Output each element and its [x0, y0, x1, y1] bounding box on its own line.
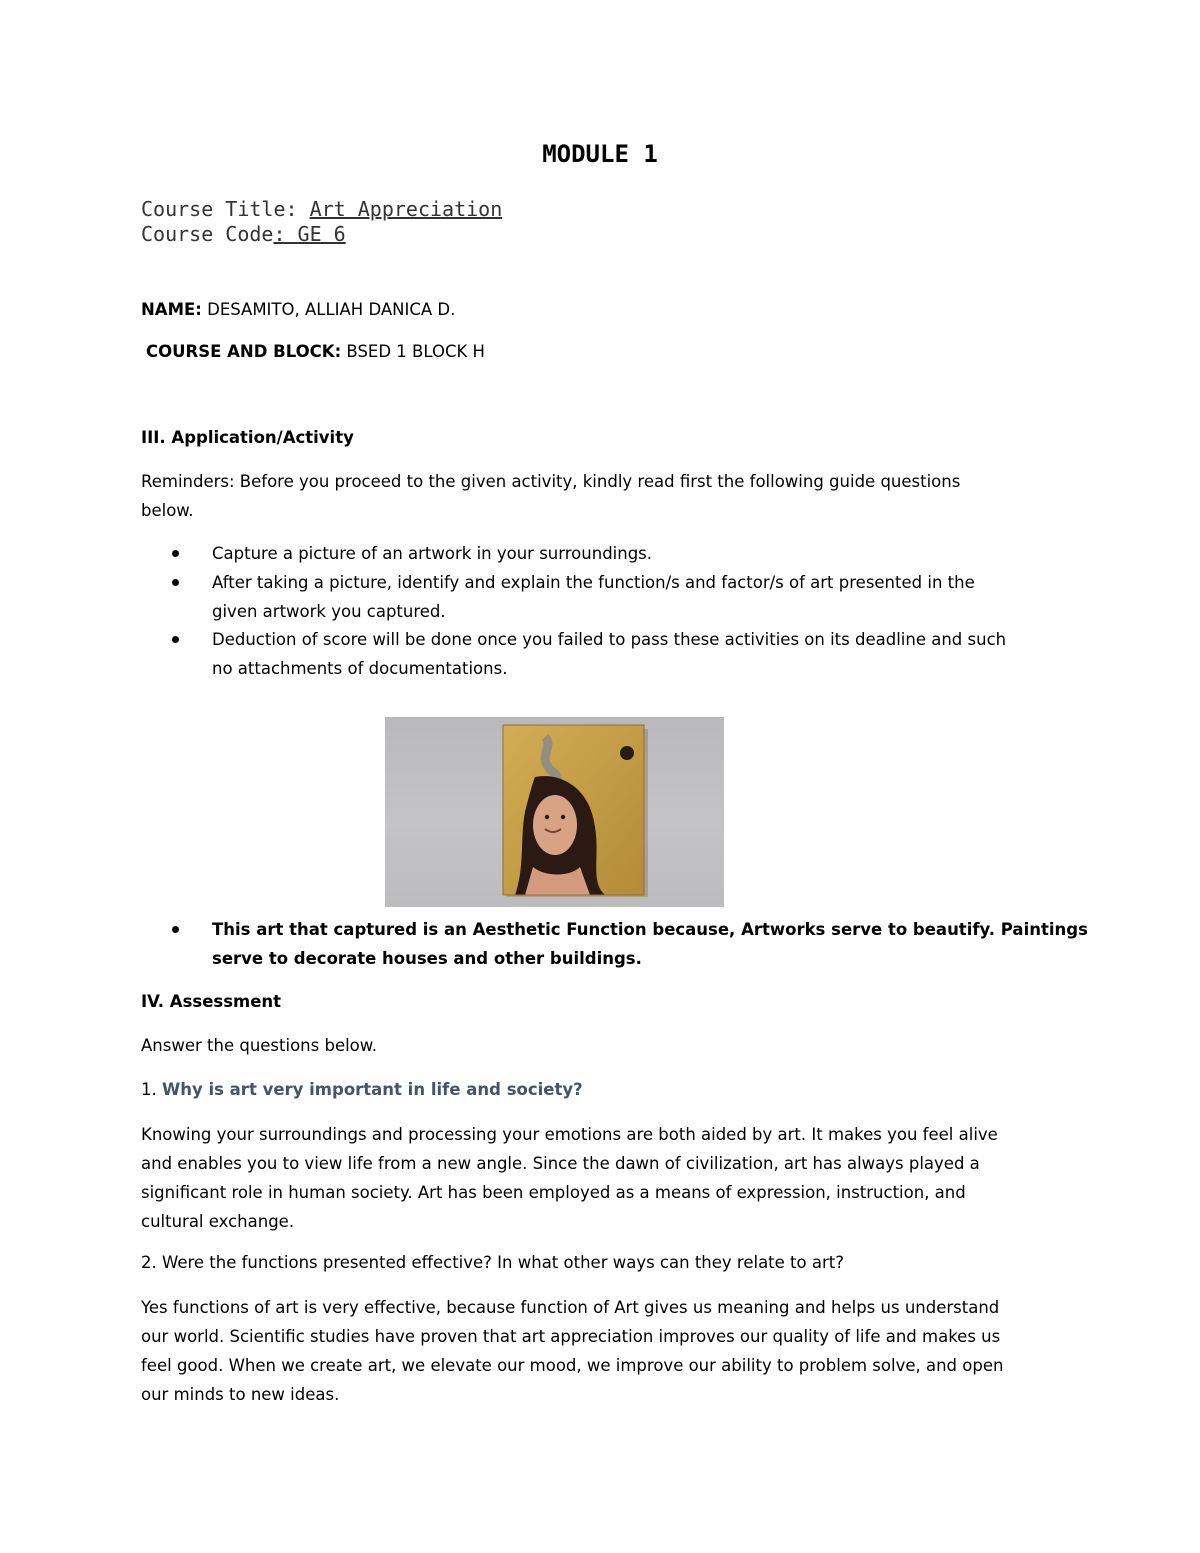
module-title: MODULE 1: [542, 140, 658, 168]
course-block-line: [146, 342, 485, 361]
name-label: NAME:: [141, 300, 202, 319]
bullet-text: Deduction of score will be done once you failed to pass these activities on its deadline and such no attachments of documentations.: [212, 630, 1007, 678]
bullet-text: After taking a picture, identify and explain the function/s and factor/s of art presented in the given artwork you captured.: [212, 573, 975, 621]
reminders-line: below.: [141, 501, 194, 520]
bullet-icon: [172, 579, 179, 586]
question-1-number: 1.: [141, 1080, 162, 1099]
reminders-line: Reminders: Before you proceed to the given activity, kindly read first the following guide questions: [141, 472, 961, 491]
answer-line: cultural exchange.: [141, 1212, 295, 1231]
course-title-label: Course Title:: [141, 197, 310, 221]
bullet-icon: [172, 550, 179, 557]
answer-bullet-text: This art that captured is an Aesthetic Function because, Artworks serve to beautify. Paintings serve to decorate houses and other buildings.: [212, 920, 1088, 968]
course-block-label: COURSE AND BLOCK:: [146, 342, 342, 361]
student-name-line: [141, 300, 455, 319]
bullet-icon: [172, 926, 179, 933]
bullet-icon: [172, 636, 179, 643]
answer-line: and enables you to view life from a new angle. Since the dawn of civilization, art has always played a: [141, 1154, 980, 1173]
answer-line: significant role in human society. Art has been employed as a means of expression, instruction, and: [141, 1183, 966, 1202]
answer-line: feel good. When we create art, we elevate our mood, we improve our ability to problem solve, and open: [141, 1356, 1004, 1375]
answer-1-paragraph: [141, 1120, 998, 1236]
course-code-label: Course Code: [141, 222, 274, 246]
question-1-text: Why is art very important in life and society?: [162, 1080, 583, 1099]
answer-line: Yes functions of art is very effective, because function of Art gives us meaning and helps us understand: [141, 1298, 1000, 1317]
answer-line: our minds to new ideas.: [141, 1385, 340, 1404]
painting-illustration: [385, 717, 724, 907]
reminders-paragraph: [141, 467, 960, 525]
artwork-photo: [385, 717, 724, 907]
answer-line: our world. Scientific studies have proven that art appreciation improves our quality of life and makes us: [141, 1327, 1001, 1346]
answer-line: Knowing your surroundings and processing your emotions are both aided by art. It makes you feel alive: [141, 1125, 998, 1144]
application-heading: III. Application/Activity: [141, 428, 354, 447]
course-code-value: : GE 6: [273, 222, 346, 246]
assessment-instruction: Answer the questions below.: [141, 1036, 377, 1055]
name-value: DESAMITO, ALLIAH DANICA D.: [201, 300, 456, 319]
assessment-heading: IV. Assessment: [141, 992, 282, 1011]
course-code-line: [141, 222, 346, 246]
question-2: 2. Were the functions presented effective? In what other ways can they relate to art?: [141, 1253, 844, 1272]
answer-2-paragraph: [141, 1293, 1003, 1409]
course-title-value: Art Appreciation: [309, 197, 503, 221]
course-block-value: BSED 1 BLOCK H: [341, 342, 485, 361]
bullet-text: Capture a picture of an artwork in your surroundings.: [212, 544, 653, 563]
course-title-line: [141, 197, 502, 221]
question-1: [141, 1080, 583, 1099]
